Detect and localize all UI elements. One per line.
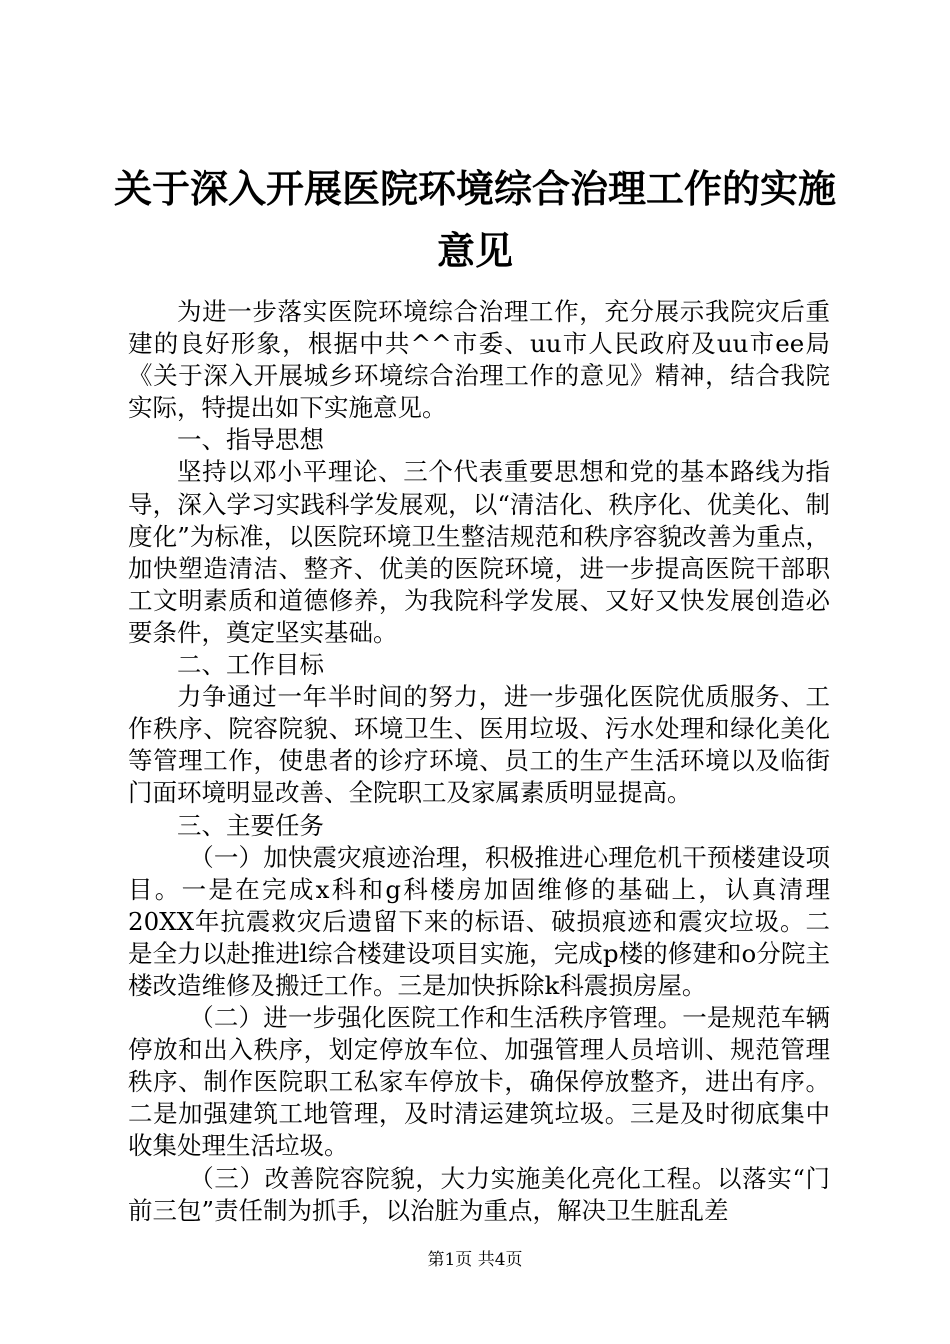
guiding-ideology-paragraph: 坚持以邓小平理论、三个代表重要思想和党的基本路线为指导，深入学习实践科学发展观，以“清洁化、秩序化、优美化、制度化”为标准，以医院环境卫生整洁规范和秩序容貌改善为重点，加快塑造清洁、整齐、优美的医院环境，进一步提高医院干部职工文明素质和道德修养，为我院科学发展、又好又快发展创造必要条件，奠定坚实基础。 <box>128 457 830 647</box>
document-title: 关于深入开展医院环境综合治理工作的实施意见 <box>113 166 836 273</box>
section-heading-guiding-ideology: 一、指导思想 <box>177 425 324 455</box>
task-two-paragraph: （二）进一步强化医院工作和生活秩序管理。一是规范车辆停放和出入秩序，划定停放车位、加强管理人员培训、规范管理秩序、制作医院职工私家车停放卡，确保停放整齐，进出有序。二是加强建筑工地管理，及时清运建筑垃圾。三是及时彻底集中收集处理生活垃圾。 <box>128 1003 830 1161</box>
document-body <box>128 296 830 1227</box>
page-footer: 第1页 共4页 <box>427 1250 523 1270</box>
intro-paragraph: 为进一步落实医院环境综合治理工作，充分展示我院灾后重建的良好形象，根据中共^^市委、uu市人民政府及uu市ee局《关于深入开展城乡环境综合治理工作的意见》精神，结合我院实际，特提出如下实施意见。 <box>128 297 830 423</box>
task-one-paragraph: （一）加快震灾痕迹治理，积极推进心理危机干预楼建设项目。一是在完成x科和g科楼房加固维修的基础上，认真清理20XX年抗震救灾后遗留下来的标语、破损痕迹和震灾垃圾。二是全力以赴推进l综合楼建设项目实施，完成p楼的修建和o分院主楼改造维修及搬迁工作。三是加快拆除k科震损房屋。 <box>128 842 830 1000</box>
task-three-paragraph: （三）改善院容院貌，大力实施美化亮化工程。以落实“门前三包”责任制为抓手，以治脏为重点，解决卫生脏乱差 <box>128 1163 830 1225</box>
section-heading-work-goals: 二、工作目标 <box>177 650 324 680</box>
section-heading-main-tasks: 三、主要任务 <box>177 810 324 840</box>
work-goals-paragraph: 力争通过一年半时间的努力，进一步强化医院优质服务、工作秩序、院容院貌、环境卫生、医用垃圾、污水处理和绿化美化等管理工作，使患者的诊疗环境、员工的生产生活环境以及临街门面环境明显改善、全院职工及家属素质明显提高。 <box>128 682 830 808</box>
